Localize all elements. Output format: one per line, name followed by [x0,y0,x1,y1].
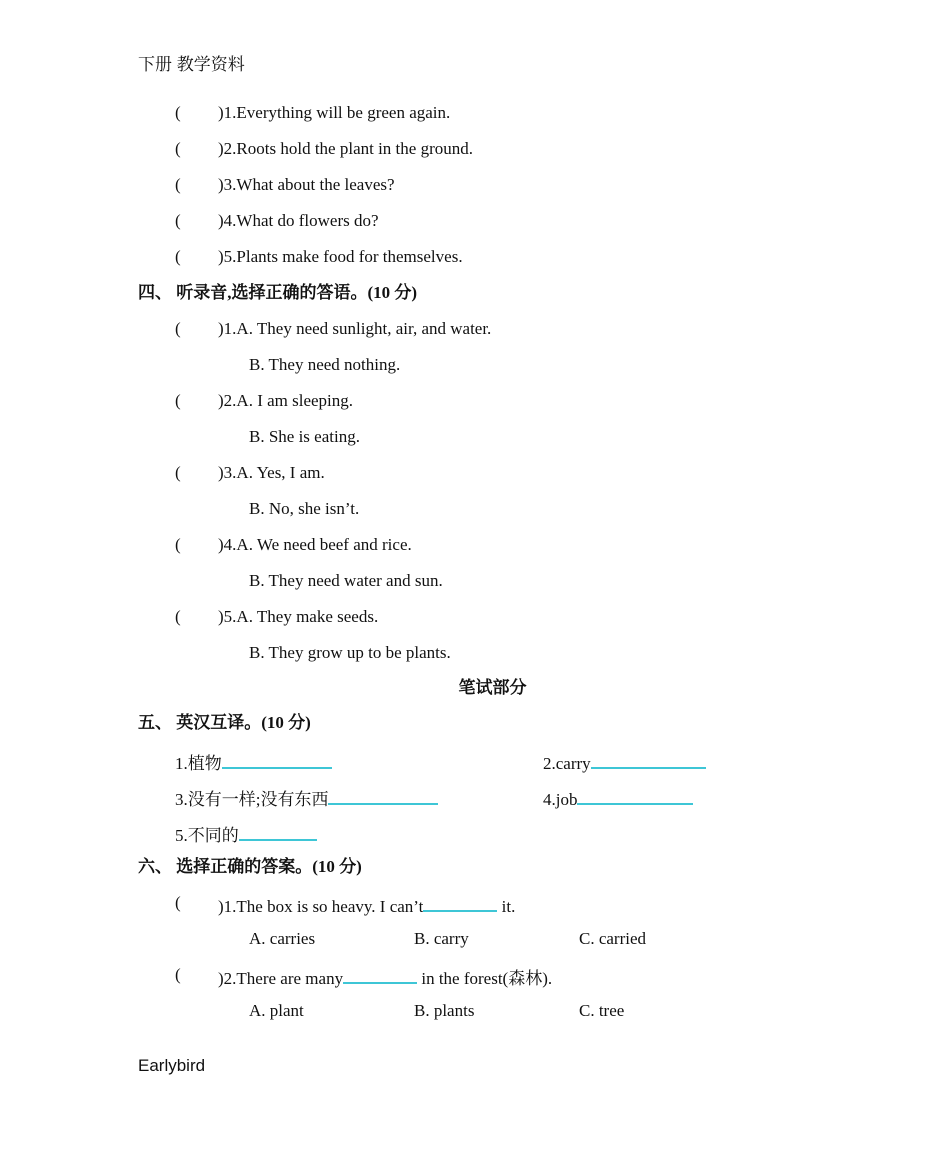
answer-blank[interactable] [239,822,317,841]
page-header: 下册 教学资料 [138,55,245,74]
option-b: B. She is eating. [249,427,360,446]
section-4-title: 四、 听录音,选择正确的答语。(10 分) [138,283,418,302]
section-6-title: 六、 选择正确的答案。(10 分) [138,857,362,876]
answer-blank[interactable] [577,786,693,805]
option-b: B. carry [414,929,469,948]
answer-blank[interactable] [591,750,706,769]
option-b: B. They need nothing. [249,355,401,374]
option-b: B. No, she isn’t. [249,499,360,518]
translation-item: 4.job [543,786,693,810]
answer-paren-open: ( [175,103,181,122]
option-b: B. plants [414,1001,475,1020]
answer-paren-close: )1.Everything will be green again. [218,103,451,122]
answer-blank[interactable] [328,786,438,805]
translation-item: 2.carry [543,750,706,774]
section-5-title: 五、 英汉互译。(10 分) [138,713,311,732]
written-part-title: 笔试部分 [458,678,527,697]
answer-blank[interactable] [423,893,497,912]
option-a: A. carries [249,929,316,948]
option-c: C. tree [579,1001,625,1020]
answer-blank[interactable] [222,750,332,769]
option-c: C. carried [579,929,647,948]
option-b: B. They grow up to be plants. [249,643,451,662]
option-b: B. They need water and sun. [249,571,443,590]
answer-blank[interactable] [343,965,417,984]
translation-item: 1.植物 [175,750,332,774]
option-a: A. plant [249,1001,304,1020]
translation-item: 3.没有一样;没有东西 [175,786,438,810]
translation-item: 5.不同的 [175,822,317,846]
page-footer: Earlybird [138,1056,206,1075]
